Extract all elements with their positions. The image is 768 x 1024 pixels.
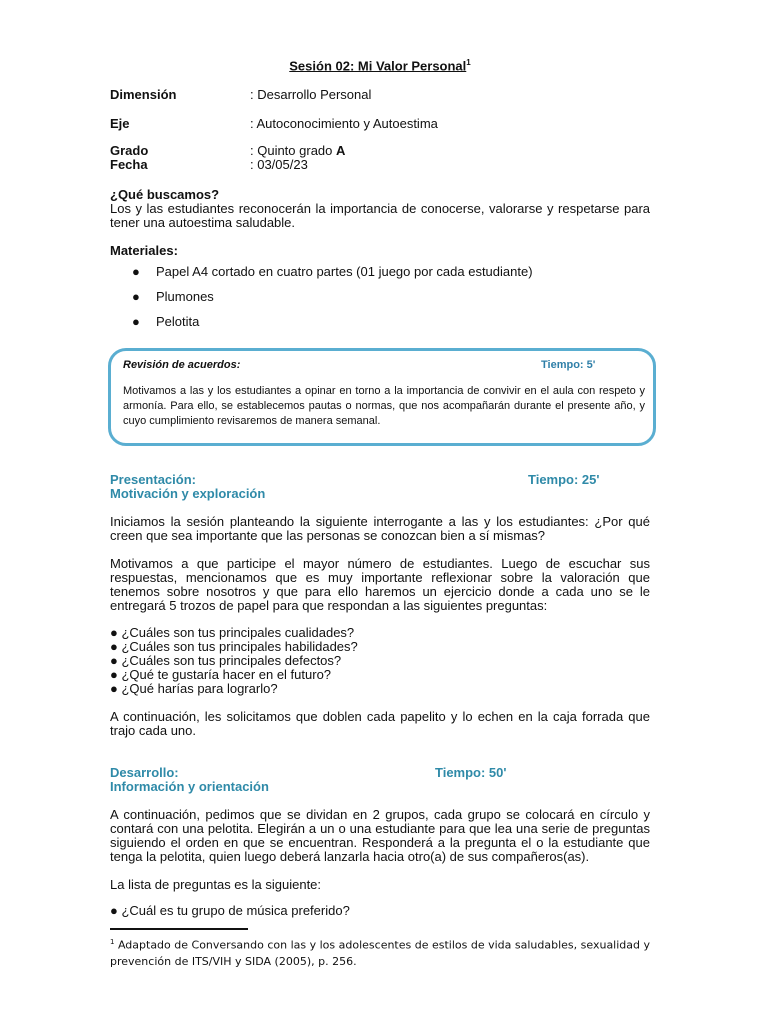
info-row-eje bbox=[110, 116, 438, 131]
info-row-dimension bbox=[110, 87, 371, 102]
que-buscamos-section bbox=[110, 187, 650, 230]
desarrollo-time: Tiempo: 50' bbox=[435, 765, 507, 780]
presentacion-time: Tiempo: 25' bbox=[528, 472, 600, 487]
desarrollo-heading: Desarrollo: bbox=[110, 765, 179, 780]
info-row-grado bbox=[110, 143, 345, 158]
footnote-number: 1 bbox=[110, 938, 115, 946]
grado-text: : Quinto grado bbox=[250, 143, 336, 158]
bullet-icon: ● bbox=[132, 314, 140, 329]
presentacion-heading: Presentación: bbox=[110, 472, 196, 487]
list-item-text: Pelotita bbox=[156, 314, 200, 329]
list-item-text: Plumones bbox=[156, 289, 214, 304]
list-item: ● ¿Cuáles son tus principales habilidades? bbox=[110, 639, 358, 654]
info-value: : Autoconocimiento y Autoestima bbox=[250, 116, 438, 131]
presentacion-section bbox=[110, 472, 650, 738]
footnote-text: Adaptado de Conversando con las y los adolescentes de estilos de vida saludables, sexualidad y prevención de ITS/VIH y SIDA (2005), p. 256. bbox=[110, 938, 651, 968]
info-label: Eje bbox=[110, 116, 130, 131]
presentacion-paragraph-3: A continuación, les solicitamos que doblen cada papelito y lo echen en la caja forrada que trajo cada uno. bbox=[110, 709, 650, 738]
acuerdos-text: Motivamos a las y los estudiantes a opinar en torno a la importancia de convivir en el aula con respeto y armonía. Para ello, se establecemos pautas o normas, que nos acompañarán durante el presente año, y cuyo cumplimiento revisaremos de manera semanal. bbox=[123, 385, 645, 427]
info-label: Grado bbox=[110, 143, 149, 158]
grado-section: A bbox=[336, 143, 346, 158]
list-item: ● ¿Cuáles son tus principales cualidades? bbox=[110, 625, 355, 640]
desarrollo-subheading: Información y orientación bbox=[110, 779, 269, 794]
presentacion-paragraph-1: Iniciamos la sesión planteando la siguiente interrogante a las y los estudiantes: ¿Por qué creen que sea importante que las personas se conozcan bien a sí mismas? bbox=[110, 514, 650, 543]
materiales-heading: Materiales: bbox=[110, 243, 178, 258]
materiales-section bbox=[110, 243, 650, 340]
list-item-text: Papel A4 cortado en cuatro partes (01 juego por cada estudiante) bbox=[156, 264, 533, 279]
session-title bbox=[110, 58, 650, 73]
presentacion-subheading: Motivación y exploración bbox=[110, 486, 266, 501]
list-item: ● ¿Qué te gustaría hacer en el futuro? bbox=[110, 667, 332, 682]
acuerdos-heading: Revisión de acuerdos: bbox=[123, 359, 241, 371]
footnote-ref: 1 bbox=[466, 58, 471, 67]
list-item bbox=[110, 265, 650, 290]
presentacion-paragraph-2: Motivamos a que participe el mayor número de estudiantes. Luego de escuchar sus respuestas, mencionamos que es muy importante reflexionar sobre la valoración que tenemos sobre nosotros y que para ello haremos un ejercicio donde a cada uno se le entregará 5 trozos de papel para que respondan a las siguientes preguntas: bbox=[110, 556, 650, 613]
list-item: ● ¿Qué harías para lograrlo? bbox=[110, 681, 278, 696]
questions-list bbox=[110, 626, 650, 696]
acuerdos-time: Tiempo: 5' bbox=[541, 359, 596, 371]
info-value: : Desarrollo Personal bbox=[250, 87, 372, 102]
materiales-list bbox=[110, 265, 650, 340]
info-label: Dimensión bbox=[110, 87, 177, 102]
desarrollo-paragraph-1: A continuación, pedimos que se dividan en 2 grupos, cada grupo se colocará en círculo y contará con una pelotita. Elegirán a un o una estudiante para que lea una serie de preguntas siguiendo el orden en que se encuentran. Responderá a la pregunta el o la estudiante que tenga la pelotita, quien luego deberá lanzarla hacia otro(a) de sus compañeros(as). bbox=[110, 807, 650, 864]
list-item bbox=[110, 315, 650, 340]
list-item: ● ¿Cuáles son tus principales defectos? bbox=[110, 653, 342, 668]
info-value: : 03/05/23 bbox=[250, 157, 308, 172]
session-title-text: Sesión 02: Mi Valor Personal bbox=[289, 58, 467, 74]
acuerdos-box bbox=[108, 348, 656, 446]
que-buscamos-heading: ¿Qué buscamos? bbox=[110, 187, 220, 202]
list-item bbox=[110, 290, 650, 315]
info-row-fecha bbox=[110, 157, 308, 172]
que-buscamos-text: Los y las estudiantes reconocerán la importancia de conocerse, valorarse y respetarse para tener una autoestima saludable. bbox=[110, 201, 650, 230]
bullet-icon: ● bbox=[132, 264, 140, 279]
info-label: Fecha bbox=[110, 157, 148, 172]
info-value bbox=[250, 143, 345, 158]
desarrollo-paragraph-2: La lista de preguntas es la siguiente: bbox=[110, 877, 322, 892]
footnote-divider bbox=[110, 928, 248, 930]
footnote bbox=[110, 934, 650, 970]
bullet-icon: ● bbox=[132, 289, 140, 304]
desarrollo-question-1: ● ¿Cuál es tu grupo de música preferido? bbox=[110, 903, 350, 918]
desarrollo-section bbox=[110, 765, 650, 918]
